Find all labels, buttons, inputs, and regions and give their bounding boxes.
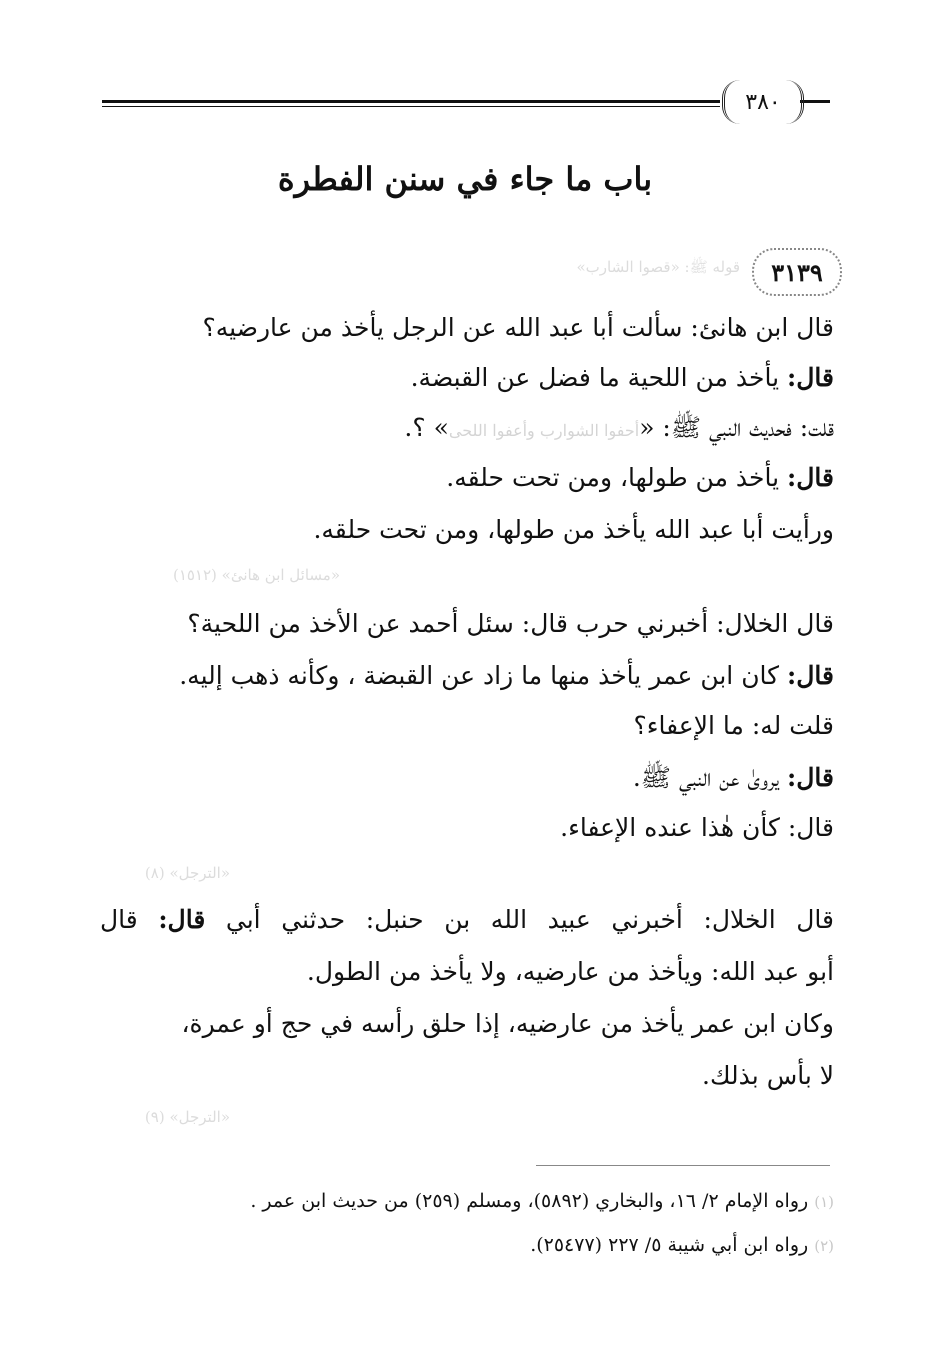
- faint-entry-heading: قوله ﷺ: «قصوا الشارب»: [576, 258, 740, 276]
- footnote-mark: (١): [814, 1193, 834, 1211]
- text-line: أبو عبد الله: ويأخذ من عارضيه، ولا يأخذ من الطول.: [306, 957, 834, 986]
- text-line: قلت له: ما الإعفاء؟: [633, 711, 834, 740]
- speaker-label: قال:: [787, 363, 834, 392]
- speaker-label: قال:: [787, 661, 834, 690]
- line-text: يأخذ من طولها، ومن تحت حلقه.: [446, 463, 788, 492]
- footnote-text: رواه الإمام ٢/ ١٦، والبخاري (٥٨٩٢)، ومسلم (٢٥٩) من حديث ابن عمر .: [250, 1190, 809, 1212]
- header-rule-right: [800, 100, 830, 103]
- text-line: قال الخلال: أخبرني حرب قال: سئل أحمد عن الأخذ من اللحية؟: [187, 609, 834, 638]
- text-line: قال ابن هانئ: سألت أبا عبد الله عن الرجل يأخذ من عارضيه؟: [202, 313, 834, 342]
- line-text: قال: [100, 905, 159, 934]
- footnote-mark: (٢): [814, 1237, 834, 1255]
- chapter-title: باب ما جاء في سنن الفطرة: [277, 160, 653, 198]
- text-line: [633, 758, 834, 798]
- entry-number-badge: ٣١٣٩: [752, 248, 842, 296]
- footnote: [250, 1186, 834, 1217]
- faint-source-note: «الترجل» (٨): [144, 864, 230, 882]
- header-rule-thin: [102, 106, 720, 107]
- speaker-label: قال:: [158, 905, 206, 934]
- text-line: [404, 408, 834, 451]
- line-text: يأخذ من اللحية ما فضل عن القبضة.: [410, 363, 788, 392]
- line-text: كان ابن عمر يأخذ منها ما زاد عن القبضة ، وكأنه ذهب إليه.: [179, 661, 788, 690]
- text-line: لا بأس بذلك.: [702, 1061, 834, 1090]
- page-number: ٣٨٠: [722, 80, 804, 124]
- line-text: » ؟.: [404, 413, 449, 442]
- text-line: وكان ابن عمر يأخذ من عارضيه، إذا حلق رأسه في حج أو عمرة،: [181, 1009, 834, 1038]
- line-text: قلت: فحديث النبي ﷺ: «: [639, 413, 834, 442]
- footnote-rule: [536, 1165, 830, 1166]
- text-line: [446, 458, 834, 498]
- text-line: [411, 358, 834, 398]
- line-text: يروىٰ عن النبي ﷺ.: [632, 763, 788, 792]
- speaker-label: قال:: [787, 763, 834, 792]
- faint-hadith-text: أحفوا الشوارب وأعفوا اللحى: [448, 421, 640, 440]
- text-line: ورأيت أبا عبد الله يأخذ من طولها، ومن تحت حلقه.: [313, 515, 834, 544]
- faint-source-note: «الترجل» (٩): [144, 1108, 230, 1126]
- text-line: قال: كأن هٰذا عنده الإعفاء.: [560, 813, 834, 842]
- header-rule: [102, 100, 720, 103]
- faint-source-note: «مسائل ابن هانئ» (١٥١٢): [172, 566, 340, 584]
- speaker-label: قال:: [787, 463, 834, 492]
- footnote: [530, 1230, 834, 1261]
- text-line: [179, 656, 834, 696]
- footnote-text: رواه ابن أبي شيبة ٥/ ٢٢٧ (٢٥٤٧٧).: [530, 1234, 809, 1256]
- line-text: قال الخلال: أخبرني عبيد الله بن حنبل: حدثني أبي: [205, 905, 834, 934]
- text-line: [100, 900, 834, 940]
